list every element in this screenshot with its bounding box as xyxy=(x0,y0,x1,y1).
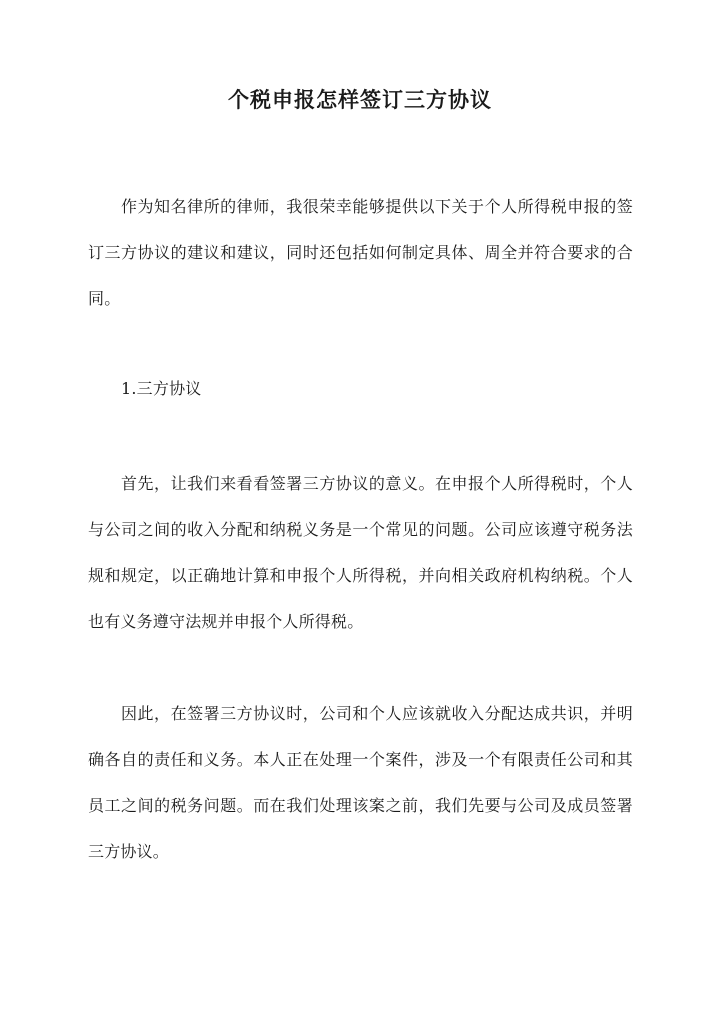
document-title: 个税申报怎样签订三方协议 xyxy=(228,87,492,112)
body-paragraph-significance: 首先，让我们来看看签署三方协议的意义。在申报个人所得税时，个人与公司之间的收入分配和纳税义务是一个常见的问题。公司应该遵守税务法规和规定，以正确地计算和申报个人所得税，并向相关政府机构纳税。个人也有义务遵守法规并申报个人所得税。 xyxy=(88,474,633,631)
intro-paragraph: 作为知名律所的律师，我很荣幸能够提供以下关于个人所得税申报的签订三方协议的建议和建议，同时还包括如何制定具体、周全并符合要求的合同。 xyxy=(88,197,633,308)
body-paragraph-consensus: 因此，在签署三方协议时，公司和个人应该就收入分配达成共识，并明确各自的责任和义务。本人正在处理一个案件，涉及一个有限责任公司和其员工之间的税务问题。而在我们处理该案之前，我们先要与公司及成员签署三方协议。 xyxy=(88,704,633,861)
section-heading: 1.三方协议 xyxy=(121,379,202,398)
